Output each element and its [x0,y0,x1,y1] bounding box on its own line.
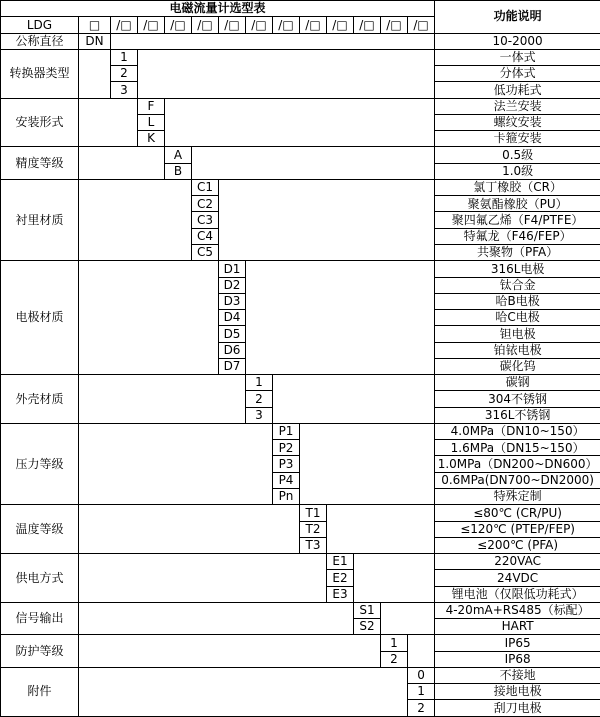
param-name: 防护等级 [1,635,79,668]
param-desc: 共聚物（PFA） [435,244,600,260]
param-code: T3 [300,537,327,553]
param-code: D1 [219,261,246,277]
param-code: 2 [111,66,138,82]
param-desc: 聚四氟乙烯（F4/PTFE） [435,212,600,228]
param-desc: 4-20mA+RS485（标配） [435,602,600,618]
param-code: S1 [354,602,381,618]
param-code: C5 [192,244,219,260]
model-code-slot: /□ [327,17,354,33]
param-desc: IP65 [435,635,600,651]
filler-cell [79,261,219,375]
param-code: K [138,131,165,147]
filler-cell [79,375,246,424]
param-desc: 316L不锈钢 [435,407,600,423]
param-code: D3 [219,293,246,309]
param-desc: 0.5级 [435,147,600,163]
filler-cell [327,505,435,554]
param-name: 安装形式 [1,98,79,147]
model-code-slot: /□ [219,17,246,33]
diameter-desc: 10-2000 [435,33,600,49]
filler-cell [354,554,435,603]
filler-cell [79,179,192,260]
param-code: C1 [192,179,219,195]
param-code: P1 [273,423,300,439]
filler-cell [79,98,138,147]
table-row [1,635,600,651]
param-name: 温度等级 [1,505,79,554]
param-desc: 接地电极 [435,684,600,700]
param-desc: 0.6MPa(DN700~DN2000) [435,472,600,488]
table-row [1,554,600,570]
param-desc: 聚氨酯橡胶（PU） [435,196,600,212]
param-code: D4 [219,310,246,326]
param-code: D7 [219,358,246,374]
filler-cell [165,98,435,147]
param-code: D2 [219,277,246,293]
param-desc: 哈C电极 [435,310,600,326]
param-desc: HART [435,619,600,635]
filler-cell [300,423,435,504]
param-code: T2 [300,521,327,537]
table-row [1,33,600,49]
table-row [1,179,600,195]
param-code: Pn [273,488,300,504]
model-code-slot: /□ [354,17,381,33]
param-desc: 碳钢 [435,375,600,391]
param-code: A [165,147,192,163]
model-code-slot: /□ [165,17,192,33]
param-desc: 24VDC [435,570,600,586]
table-row [1,261,600,277]
diameter-code: DN [79,33,111,49]
table-row [1,49,600,65]
param-desc: 1.0级 [435,163,600,179]
model-code-slot: /□ [381,17,408,33]
param-desc: 1.6MPa（DN15~150） [435,440,600,456]
filler-cell [273,375,435,424]
model-code-slot: /□ [273,17,300,33]
param-desc: 钛合金 [435,277,600,293]
param-desc: 卡箍安装 [435,131,600,147]
function-column-header: 功能说明 [435,1,600,34]
param-code: F [138,98,165,114]
filler-cell [79,667,408,716]
param-code: 3 [111,82,138,98]
param-desc: 304不锈钢 [435,391,600,407]
param-code: 2 [381,651,408,667]
param-code: 3 [246,407,273,423]
param-code: L [138,114,165,130]
table-row [1,147,600,163]
param-code: 1 [381,635,408,651]
table-row [1,602,600,618]
param-code: C4 [192,228,219,244]
filler-cell [79,423,273,504]
param-code: 2 [246,391,273,407]
filler-cell [192,147,435,180]
table-row [1,505,600,521]
table-title: 电磁流量计选型表 [1,1,435,17]
param-desc: 法兰安装 [435,98,600,114]
param-code: T1 [300,505,327,521]
param-name: 信号输出 [1,602,79,635]
param-desc: 316L电极 [435,261,600,277]
table-row [1,1,600,17]
model-code-slot: /□ [111,17,138,33]
model-code-slot: /□ [192,17,219,33]
param-code: E1 [327,554,354,570]
param-desc: 氯丁橡胶（CR） [435,179,600,195]
param-desc: 锂电池（仅限低功耗式） [435,586,600,602]
param-name: 压力等级 [1,423,79,504]
table-row [1,667,600,683]
param-code: C2 [192,196,219,212]
param-desc: 特殊定制 [435,488,600,504]
model-code-slot: /□ [138,17,165,33]
model-code-box: □ [79,17,111,33]
filler-cell [79,147,165,180]
table-row [1,375,600,391]
param-name: 电极材质 [1,261,79,375]
param-code: P2 [273,440,300,456]
param-code: D6 [219,342,246,358]
param-name: 转换器类型 [1,49,79,98]
filler-cell [79,602,354,635]
param-code: B [165,163,192,179]
param-desc: 1.0MPa（DN200~DN600） [435,456,600,472]
param-code: 1 [111,49,138,65]
filler-cell [219,179,435,260]
param-desc: ≤200℃ (PFA) [435,537,600,553]
param-name-diameter: 公称直径 [1,33,79,49]
param-desc: ≤80℃ (CR/PU) [435,505,600,521]
param-desc: 刮刀电极 [435,700,600,716]
param-desc: 螺纹安装 [435,114,600,130]
table-row [1,423,600,439]
param-code: D5 [219,326,246,342]
param-desc: IP68 [435,651,600,667]
filler-cell [138,49,435,98]
param-name: 衬里材质 [1,179,79,260]
param-code: E3 [327,586,354,602]
filler-cell [381,602,435,635]
param-name: 外壳材质 [1,375,79,424]
param-name: 附件 [1,667,79,716]
model-code-slot: /□ [246,17,273,33]
param-desc: 特氟龙（F46/FEP） [435,228,600,244]
param-desc: 哈B电极 [435,293,600,309]
selection-table-body [1,1,600,717]
param-desc: 4.0MPa（DN10~150） [435,423,600,439]
param-desc: 碳化钨 [435,358,600,374]
param-code: P4 [273,472,300,488]
param-code: 1 [408,684,435,700]
table-row [1,98,600,114]
model-code-slot: /□ [408,17,435,33]
param-desc: 低功耗式 [435,82,600,98]
param-desc: 220VAC [435,554,600,570]
filler-cell [79,49,111,98]
param-name: 精度等级 [1,147,79,180]
filler-cell [246,261,435,375]
param-desc: 钽电极 [435,326,600,342]
param-desc: ≤120℃ (PTEP/FEP) [435,521,600,537]
param-code: 2 [408,700,435,716]
filler-cell [79,635,381,668]
filler-cell [79,505,300,554]
model-prefix: LDG [1,17,79,33]
param-desc: 分体式 [435,66,600,82]
param-code: P3 [273,456,300,472]
param-desc: 一体式 [435,49,600,65]
param-desc: 铂铱电极 [435,342,600,358]
param-code: E2 [327,570,354,586]
filler-cell [408,635,435,668]
param-code: C3 [192,212,219,228]
model-code-slot: /□ [300,17,327,33]
filler-cell [79,554,327,603]
filler-cell [111,33,435,49]
param-code: S2 [354,619,381,635]
param-code: 0 [408,667,435,683]
param-name: 供电方式 [1,554,79,603]
param-desc: 不接地 [435,667,600,683]
param-code: 1 [246,375,273,391]
